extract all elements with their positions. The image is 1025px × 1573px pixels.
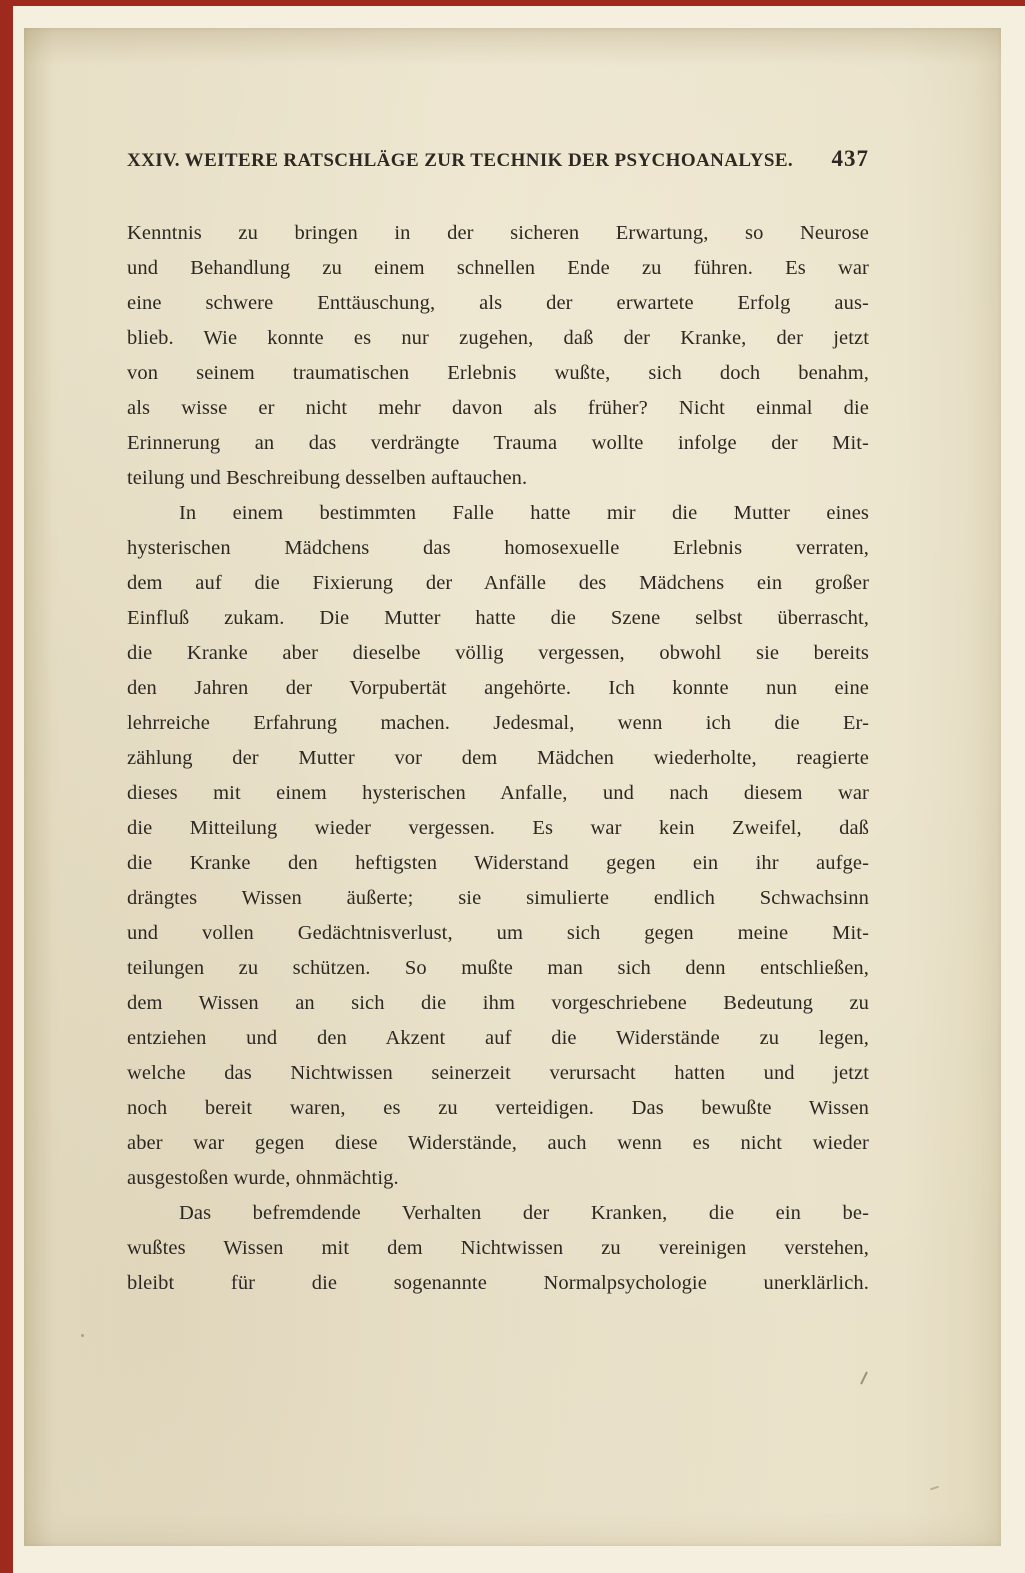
text-line: als wisse er nicht mehr davon als früher? Nicht einmal die: [127, 397, 869, 419]
text-line: lehrreiche Erfahrung machen. Jedesmal, wenn ich die Er-: [127, 712, 869, 734]
paragraph: [127, 1196, 869, 1301]
text-line: In einem bestimmten Falle hatte mir die Mutter eines: [179, 502, 869, 524]
text-line: blieb. Wie konnte es nur zugehen, daß der Kranke, der jetzt: [127, 327, 869, 349]
book-binding-edge-top: [0, 0, 1025, 6]
page-number: 437: [831, 146, 869, 171]
text-line: dieses mit einem hysterischen Anfalle, und nach diesem war: [127, 782, 869, 804]
text-line: Kenntnis zu bringen in der sicheren Erwartung, so Neurose: [127, 222, 869, 244]
text-line: noch bereit waren, es zu verteidigen. Das bewußte Wissen: [127, 1097, 869, 1119]
scanned-book-page: [24, 28, 1001, 1546]
text-line: drängtes Wissen äußerte; sie simulierte endlich Schwachsinn: [127, 887, 869, 909]
text-line: wußtes Wissen mit dem Nichtwissen zu vereinigen verstehen,: [127, 1237, 869, 1259]
text-line: die Kranke aber dieselbe völlig vergessen, obwohl sie bereits: [127, 642, 869, 664]
page-header: [127, 146, 869, 172]
text-line: aber war gegen diese Widerstände, auch wenn es nicht wieder: [127, 1132, 869, 1154]
text-line: Einfluß zukam. Die Mutter hatte die Szene selbst überrascht,: [127, 607, 869, 629]
text-line: teilung und Beschreibung desselben auftauchen.: [127, 467, 528, 489]
text-line: eine schwere Enttäuschung, als der erwartete Erfolg aus-: [127, 292, 869, 314]
text-line: teilungen zu schützen. So mußte man sich denn entschließen,: [127, 957, 869, 979]
text-line: die Mitteilung wieder vergessen. Es war kein Zweifel, daß: [127, 817, 869, 839]
text-block: [127, 216, 869, 1301]
paragraph: [127, 216, 869, 496]
paragraph: [127, 496, 869, 1196]
text-line: dem auf die Fixierung der Anfälle des Mädchens ein großer: [127, 572, 869, 594]
text-line: welche das Nichtwissen seinerzeit verursacht hatten und jetzt: [127, 1062, 869, 1084]
text-line: die Kranke den heftigsten Widerstand gegen ein ihr aufge-: [127, 852, 869, 874]
text-line: entziehen und den Akzent auf die Widerstände zu legen,: [127, 1027, 869, 1049]
text-line: und Behandlung zu einem schnellen Ende zu führen. Es war: [127, 257, 869, 279]
scan-artifact: [860, 1371, 868, 1384]
text-line: dem Wissen an sich die ihm vorgeschriebene Bedeutung zu: [127, 992, 869, 1014]
scan-artifact: [930, 1486, 939, 1491]
text-line: und vollen Gedächtnisverlust, um sich gegen meine Mit-: [127, 922, 869, 944]
book-binding-edge-left: [0, 0, 13, 1573]
text-line: Erinnerung an das verdrängte Trauma wollte infolge der Mit-: [127, 432, 869, 454]
text-line: bleibt für die sogenannte Normalpsychologie unerklärlich.: [127, 1272, 869, 1294]
text-line: den Jahren der Vorpubertät angehörte. Ich konnte nun eine: [127, 677, 869, 699]
text-line: von seinem traumatischen Erlebnis wußte, sich doch benahm,: [127, 362, 869, 384]
text-line: hysterischen Mädchens das homosexuelle Erlebnis verraten,: [127, 537, 869, 559]
running-title: XXIV. WEITERE RATSCHLÄGE ZUR TECHNIK DER PSYCHOANALYSE.: [127, 150, 794, 171]
text-line: Das befremdende Verhalten der Kranken, die ein be-: [179, 1202, 869, 1224]
text-line: zählung der Mutter vor dem Mädchen wiederholte, reagierte: [127, 747, 869, 769]
scan-artifact: [81, 1334, 84, 1337]
text-line: ausgestoßen wurde, ohnmächtig.: [127, 1167, 399, 1189]
